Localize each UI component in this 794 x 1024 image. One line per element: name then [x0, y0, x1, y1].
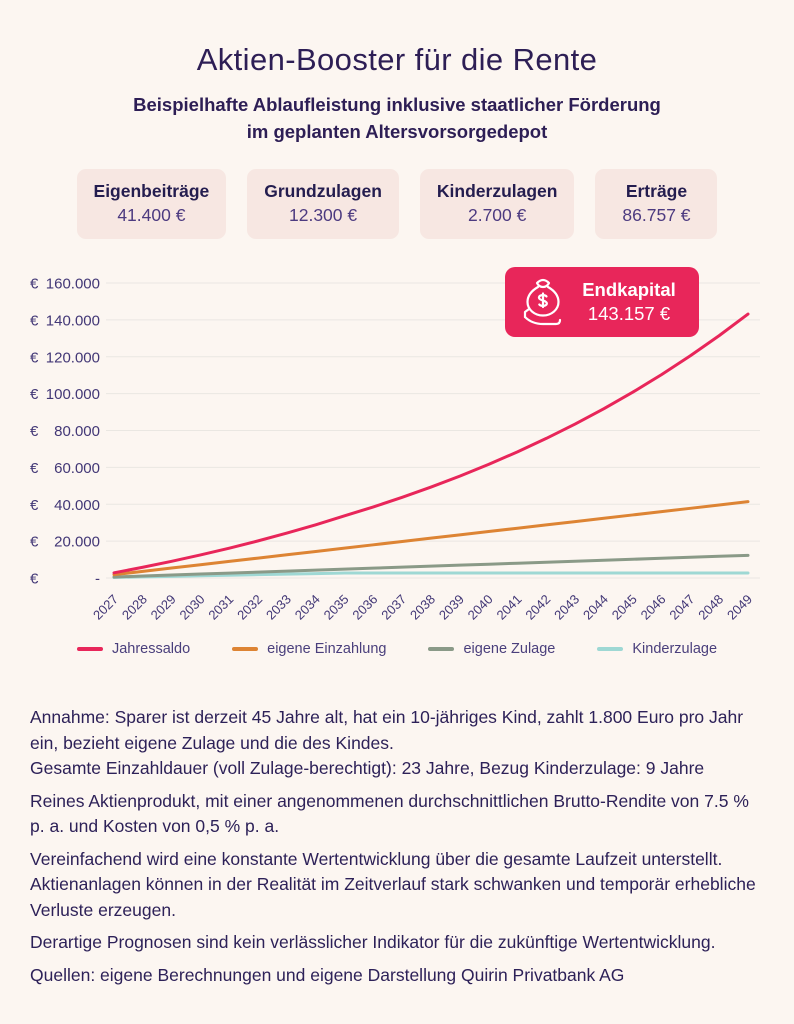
y-axis-currency-symbol: € [30, 386, 39, 404]
legend-label: eigene Zulage [463, 641, 556, 657]
endkapital-label: Endkapital [582, 279, 676, 300]
legend-item-kinderzulage [597, 641, 717, 657]
stat-value: 41.400 € [117, 205, 186, 225]
series-line-eigene-einzahlung [114, 502, 748, 575]
x-axis-tick-label: 2047 [666, 591, 698, 623]
y-axis-tick-label: 60.000 [54, 459, 100, 477]
x-axis-tick-label: 2033 [262, 591, 295, 623]
page-subtitle [0, 91, 794, 145]
stat-value: 86.757 € [622, 205, 691, 225]
y-axis-tick-label: 140.000 [45, 312, 100, 330]
y-axis-tick-label: 120.000 [45, 349, 100, 367]
subtitle-line-2: im geplanten Altersvorsorgedepot [246, 121, 548, 142]
y-axis-tick-label: 40.000 [54, 496, 100, 514]
x-axis-tick-label: 2037 [378, 591, 410, 623]
x-axis-tick-label: 2038 [407, 591, 439, 623]
x-axis-tick-label: 2032 [234, 591, 266, 623]
legend-label: Jahressaldo [111, 641, 191, 657]
x-axis-tick-label: 2046 [637, 591, 669, 623]
y-axis-tick-label: 100.000 [45, 386, 100, 404]
stat-card-grundzulagen [247, 169, 399, 239]
stat-card-eigenbeitraege [77, 169, 227, 239]
legend-swatch [77, 647, 103, 651]
footnote-prognosen: Derartige Prognosen sind kein verlässlicher Indikator für die zukünftige Wertentwicklung. [30, 932, 716, 952]
y-axis-currency-symbol: € [30, 570, 39, 588]
x-axis-tick-label: 2027 [90, 591, 122, 623]
y-axis-tick-label: 160.000 [45, 275, 100, 293]
footnote-wertentwicklung: Vereinfachend wird eine konstante Wertentwicklung über die gesamte Laufzeit unterstellt. Aktienanlagen können in der Realität im Zeitverlauf stark schwanken und temporär erhebliche Verluste erzeugen. [30, 848, 756, 920]
x-axis-tick-label: 2029 [147, 591, 179, 623]
footnote-rendite: Reines Aktienprodukt, mit einer angenommenen durchschnittlichen Brutto-Rendite von 7.5 % p. a. und Kosten von 0,5 % p. a. [30, 790, 749, 836]
money-bag-hand-icon [517, 275, 567, 329]
legend-item-eigene-einzahlung [232, 641, 386, 657]
x-axis-tick-label: 2035 [320, 591, 352, 623]
legend-item-jahressaldo [77, 641, 190, 657]
series-line-jahressaldo [114, 314, 748, 573]
stat-label: Kinderzulagen [436, 181, 558, 201]
x-axis-tick-label: 2031 [205, 591, 237, 623]
y-axis-currency-symbol: € [30, 533, 39, 551]
x-axis-tick-label: 2042 [522, 591, 554, 623]
y-axis-tick-label: 80.000 [54, 423, 100, 440]
legend-swatch [232, 647, 258, 651]
x-axis-tick-label: 2030 [176, 591, 208, 623]
stat-card-kinderzulagen [420, 169, 575, 239]
endkapital-text [567, 278, 691, 326]
stat-label: Eigenbeiträge [93, 181, 210, 201]
chart-legend [0, 639, 794, 659]
legend-label: Kinderzulage [632, 641, 718, 657]
stat-label: Erträge [625, 181, 688, 201]
stat-value: 2.700 € [467, 205, 527, 225]
x-axis-tick-label: 2048 [695, 591, 727, 623]
x-axis-tick-label: 2043 [551, 591, 583, 623]
stat-card-ertraege [595, 169, 717, 239]
endkapital-badge [505, 267, 699, 337]
y-axis-currency-symbol: € [30, 349, 39, 367]
endkapital-value: 143.157 € [587, 303, 671, 324]
footnote-einzahldauer: Gesamte Einzahldauer (voll Zulage-berechtigt): 23 Jahre, Bezug Kinderzulage: 9 Jahre [30, 758, 705, 778]
x-axis-tick-label: 2034 [291, 591, 323, 623]
x-axis-tick-label: 2036 [349, 591, 381, 623]
legend-swatch [428, 647, 454, 651]
x-axis-tick-label: 2049 [724, 591, 756, 623]
subtitle-line-1: Beispielhafte Ablaufleistung inklusive staatlicher Förderung [133, 94, 661, 115]
legend-item-eigene-zulage [428, 641, 555, 657]
y-axis-currency-symbol: € [30, 423, 39, 440]
x-axis-tick-label: 2045 [608, 591, 640, 623]
page-title: Aktien-Booster für die Rente [196, 42, 598, 77]
stat-label: Grundzulagen [264, 181, 382, 201]
footnotes [30, 705, 764, 988]
x-axis-tick-label: 2041 [493, 591, 525, 623]
y-axis-currency-symbol: € [30, 275, 39, 293]
y-axis-currency-symbol: € [30, 496, 39, 514]
legend-swatch [597, 647, 623, 651]
footnote-quellen: Quellen: eigene Berechnungen und eigene Darstellung Quirin Privatbank AG [30, 964, 625, 985]
x-axis-tick-label: 2040 [464, 591, 496, 623]
x-axis-tick-label: 2039 [435, 591, 467, 623]
stats-row [0, 169, 794, 239]
y-axis-tick-label: - [95, 570, 100, 588]
footnote-annahme: Annahme: Sparer ist derzeit 45 Jahre alt, hat ein 10-jähriges Kind, zahlt 1.800 Euro pro Jahr ein, bezieht eigene Zulage und die des Kindes. [30, 707, 744, 753]
stat-value: 12.300 € [289, 205, 358, 225]
line-chart [0, 255, 794, 659]
x-axis-tick-label: 2044 [579, 591, 612, 623]
x-axis-tick-label: 2028 [118, 591, 150, 623]
y-axis-currency-symbol: € [30, 459, 39, 477]
legend-label: eigene Einzahlung [267, 641, 387, 657]
y-axis-currency-symbol: € [30, 312, 39, 330]
y-axis-tick-label: 20.000 [54, 533, 100, 551]
